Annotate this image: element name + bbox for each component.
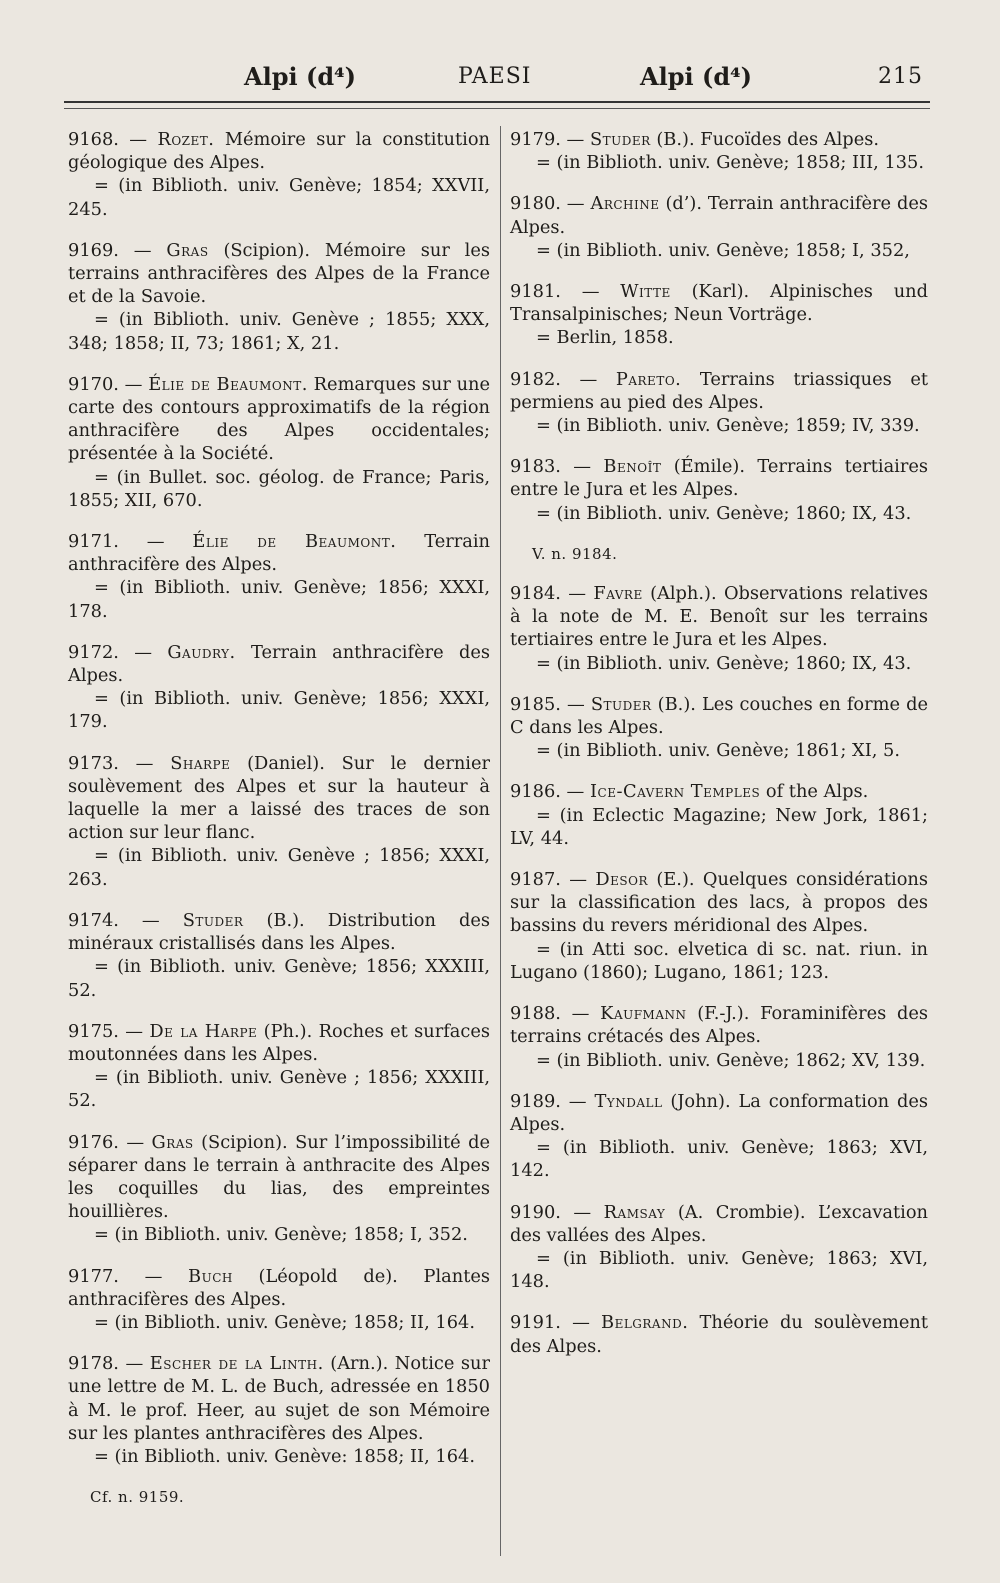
entry-number: 9174. xyxy=(68,909,119,931)
entry-separator: — xyxy=(118,641,168,663)
entry-text xyxy=(68,530,490,576)
entry-text xyxy=(510,693,928,739)
entry-title: (Scipion). Mémoire sur les terrains anthracifères des Alpes de la France et de la Savoie. xyxy=(68,239,491,308)
entry-author: Studer xyxy=(590,129,651,150)
bibliography-entry xyxy=(510,128,928,174)
entry-separator: — xyxy=(560,1003,601,1025)
entry-source: = (in Biblioth. univ. Genève; 1862; XV, 139. xyxy=(536,1049,926,1071)
bibliography-entry xyxy=(68,641,490,734)
entry-text xyxy=(68,752,490,845)
entry-separator: — xyxy=(560,193,591,215)
header-right-title: Alpi (d⁴) xyxy=(640,62,752,91)
entry-number: 9173. xyxy=(68,752,119,774)
entry-source: = (in Biblioth. univ. Genève; 1863; XVI, 142. xyxy=(510,1137,928,1182)
entry-text xyxy=(510,868,928,938)
entry-source: = (in Biblioth. univ. Genève; 1861; XI, 5. xyxy=(536,740,900,762)
entry-author: Rozet. xyxy=(157,129,215,150)
entry-author: Pareto. xyxy=(615,368,682,390)
entry-text xyxy=(68,373,490,466)
entry-author: Tyndall xyxy=(594,1090,663,1112)
entry-text xyxy=(68,1131,490,1224)
entry-text xyxy=(510,455,928,501)
entry-text xyxy=(68,1265,490,1311)
entry-number: 9190. xyxy=(510,1201,561,1223)
entry-text xyxy=(510,582,928,652)
entry-separator: — xyxy=(560,129,590,150)
bibliography-entry xyxy=(68,909,490,1002)
entry-text xyxy=(510,280,928,326)
entry-title: (Karl). Alpinisches und Transalpinisches; Neun Vorträge. xyxy=(510,281,928,326)
entry-number: 9168. xyxy=(68,129,119,150)
bibliography-entry xyxy=(68,1352,490,1468)
entry-separator: — xyxy=(560,456,604,478)
entry-number: 9179. xyxy=(510,129,561,150)
entry-number: 9185. xyxy=(510,693,561,715)
header-left-title: Alpi (d⁴) xyxy=(244,62,356,91)
entry-source: = (in Biblioth. univ. Genève; 1858; I, 352. xyxy=(94,1224,468,1246)
entry-author: Escher de la Linth. xyxy=(149,1353,324,1375)
bibliography-entry xyxy=(510,582,928,675)
entry-separator: — xyxy=(560,781,590,803)
entry-number: 9186. xyxy=(510,781,561,803)
entry-number: 9181. xyxy=(510,281,561,303)
entry-author: Belgrand. xyxy=(601,1312,689,1334)
entry-title: (Émile). Terrains tertiaires entre le Jura et les Alpes. xyxy=(510,456,929,501)
entry-text xyxy=(510,1201,928,1247)
entry-author: Gras xyxy=(151,1131,194,1153)
entry-title: (Léopold de). Plantes anthracifères des Alpes. xyxy=(68,1265,490,1310)
entry-title: (Daniel). Sur le dernier soulèvement des Alpes et sur la hauteur à laquelle la mer a laissé des traces de son action sur leur flanc. xyxy=(68,752,490,844)
entry-separator: — xyxy=(560,1312,602,1334)
entry-source: = (in Biblioth. univ. Genève ; 1856; XXXI, 263. xyxy=(68,845,490,890)
entry-text xyxy=(510,780,928,803)
entry-separator: — xyxy=(560,583,594,605)
entry-title: (F.-J.). Foraminifères des terrains crétacés des Alpes. xyxy=(510,1003,928,1048)
entry-number: 9176. xyxy=(68,1131,119,1153)
entry-separator: — xyxy=(560,693,591,715)
entry-source: = (in Biblioth. univ. Genève; 1859; IV, 339. xyxy=(536,415,920,437)
cross-reference: Cf. n. 9159. xyxy=(90,1488,185,1507)
entry-separator: — xyxy=(118,1353,150,1375)
entry-title: (Scipion). Sur l’impossibilité de séparer dans le terrain à anthracite des Alpes les coquilles du lias, des empreintes houillières. xyxy=(68,1131,490,1223)
entry-source: = (in Biblioth. univ. Genève ; 1855; XXX, 348; 1858; II, 73; 1861; X, 21. xyxy=(68,309,490,354)
entry-source: = (in Biblioth. univ. Genève; 1860; IX, 43. xyxy=(536,502,912,524)
entry-author: Desor xyxy=(595,869,649,891)
entry-text xyxy=(68,1020,490,1066)
entry-text xyxy=(68,641,490,687)
bibliography-entry xyxy=(510,1311,928,1357)
entry-separator: — xyxy=(118,531,193,553)
entry-source: = (in Bullet. soc. géolog. de France; Paris, 1855; XII, 670. xyxy=(68,466,490,511)
entry-author: Favre xyxy=(593,583,643,605)
entry-title: Remarques sur une carte des contours approximatifs de la région anthracifère des Alpes occidentales; présentée à la Société. xyxy=(68,373,491,465)
entry-number: 9180. xyxy=(510,193,561,215)
running-header xyxy=(0,58,1000,98)
entry-separator: — xyxy=(560,1201,604,1223)
entry-title: (B.). Les couches en forme de C dans les Alpes. xyxy=(510,693,929,739)
entry-source: = (in Biblioth. univ. Genève; 1860; IX, 43. xyxy=(536,652,912,674)
entry-number: 9178. xyxy=(68,1353,119,1375)
entry-separator: — xyxy=(118,752,171,774)
entry-author: De la Harpe xyxy=(149,1020,258,1042)
entry-title: (A. Crombie). L’excavation des vallées des Alpes. xyxy=(510,1201,928,1246)
cross-reference: V. n. 9184. xyxy=(532,544,618,563)
entry-number: 9183. xyxy=(510,456,561,478)
bibliography-entry xyxy=(510,192,928,262)
entry-text xyxy=(510,368,928,414)
left-column xyxy=(68,128,490,1525)
right-column xyxy=(510,128,928,1376)
entry-number: 9191. xyxy=(510,1312,561,1334)
entry-source: = (in Biblioth. univ. Genève ; 1856; XXXIII, 52. xyxy=(68,1067,490,1112)
bibliography-entry xyxy=(68,128,490,221)
entry-source: = (in Biblioth. univ. Genève; 1856; XXXIII, 52. xyxy=(68,956,490,1001)
entry-number: 9170. xyxy=(68,373,119,395)
entry-title: Terrain anthracifère des Alpes. xyxy=(68,641,490,687)
entry-author: Studer xyxy=(182,909,244,931)
entry-separator: — xyxy=(118,129,158,150)
entry-title: of the Alps. xyxy=(765,781,869,803)
entry-title: (Arn.). Notice sur une lettre de M. L. de Buch, adressée en 1850 à M. le prof. Heer, au sujet de son Mémoire sur les plantes anthracifères des Alpes. xyxy=(68,1353,490,1444)
entry-separator: — xyxy=(560,1090,595,1112)
entry-source: = Berlin, 1858. xyxy=(536,327,674,349)
entry-source: = (in Biblioth. univ. Genève; 1854; XXVII, 245. xyxy=(68,175,490,220)
entry-number: 9177. xyxy=(68,1265,119,1287)
entry-separator: — xyxy=(118,1131,152,1153)
entry-title: (E.). Quelques considérations sur la classification des lacs, à propos des bassins du revers méridional des Alpes. xyxy=(510,869,929,937)
bibliography-entry xyxy=(68,1131,490,1247)
bibliography-entry xyxy=(510,780,928,850)
entry-author: Sharpe xyxy=(170,752,231,774)
page-number: 215 xyxy=(878,64,923,89)
entry-source: = (in Biblioth. univ. Genève; 1858; III, 135. xyxy=(536,152,925,174)
bibliography-entry xyxy=(68,373,490,512)
entry-number: 9184. xyxy=(510,583,561,605)
entry-source: = (in Biblioth. univ. Genève; 1856; XXXI, 178. xyxy=(68,577,490,622)
entry-number: 9189. xyxy=(510,1090,561,1112)
entry-title: (B.). Distribution des minéraux cristallisés dans les Alpes. xyxy=(68,909,490,955)
entry-text xyxy=(68,128,490,174)
entry-title: (B.). Fucoïdes des Alpes. xyxy=(656,129,879,150)
entry-source: = (in Biblioth. univ. Genève; 1858; II, 164. xyxy=(94,1311,475,1333)
bibliography-entry xyxy=(510,368,928,438)
entry-title: (Ph.). Roches et surfaces moutonnées dans les Alpes. xyxy=(68,1020,490,1065)
bibliography-entry xyxy=(68,1020,490,1113)
bibliography-entry xyxy=(510,455,928,525)
bibliography-entry xyxy=(68,530,490,623)
entry-author: Élie de Beaumont. xyxy=(192,531,397,553)
entry-number: 9188. xyxy=(510,1003,561,1025)
bibliography-entry xyxy=(68,239,490,355)
entry-text xyxy=(510,128,928,151)
entry-author: Gras xyxy=(166,239,209,261)
bibliography-entry xyxy=(510,280,928,350)
entry-source: = (in Biblioth. univ. Genève; 1858; I, 352, xyxy=(536,239,910,261)
entry-separator: — xyxy=(560,869,596,891)
column-divider xyxy=(500,126,501,1556)
bibliography-entry xyxy=(510,1090,928,1183)
entry-author: Benoît xyxy=(603,456,662,478)
entry-separator: — xyxy=(118,239,167,261)
entry-author: Kaufmann xyxy=(600,1003,687,1025)
entry-text xyxy=(510,1090,928,1136)
entry-text xyxy=(68,1352,490,1445)
entry-number: 9169. xyxy=(68,239,119,261)
entry-text xyxy=(510,192,928,238)
entry-number: 9172. xyxy=(68,641,119,663)
entry-text xyxy=(510,1311,928,1357)
entry-text xyxy=(510,1002,928,1048)
entry-separator: — xyxy=(118,1265,189,1287)
bibliography-entry xyxy=(510,868,928,984)
entry-separator: — xyxy=(560,368,616,390)
header-section: PAESI xyxy=(458,64,532,89)
entry-number: 9182. xyxy=(510,368,561,390)
bibliography-entry xyxy=(68,752,490,891)
entry-author: Ramsay xyxy=(603,1201,666,1223)
entry-title: (d’). Terrain anthracifère des Alpes. xyxy=(510,193,928,238)
bibliography-entry xyxy=(510,1002,928,1072)
header-rule xyxy=(64,101,930,103)
entry-author: Élie de Beaumont. xyxy=(148,373,308,395)
entry-source: = (in Eclectic Magazine; New Jork, 1861; LV, 44. xyxy=(510,804,928,849)
entry-author: Gaudry. xyxy=(167,641,236,663)
entry-title: (John). La conformation des Alpes. xyxy=(510,1090,928,1135)
entry-author: Archine xyxy=(590,193,660,215)
bibliography-entry xyxy=(510,693,928,763)
bibliography-entry xyxy=(510,1201,928,1294)
entry-title: Terrain anthracifère des Alpes. xyxy=(68,531,490,576)
entry-author: Studer xyxy=(590,693,652,715)
entry-title: Terrains triassiques et permiens au pied des Alpes. xyxy=(510,368,929,413)
entry-source: = (in Biblioth. univ. Genève; 1863; XVI, 148. xyxy=(510,1247,928,1293)
header-rule-thin xyxy=(64,108,930,109)
entry-text xyxy=(68,909,490,955)
entry-source: = (in Atti soc. elvetica di sc. nat. riun. in Lugano (1860); Lugano, 1861; 123. xyxy=(510,938,928,983)
entry-title: (Alph.). Observations relatives à la note de M. E. Benoît sur les terrains tertiaires entre le Jura et les Alpes. xyxy=(510,583,928,651)
entry-separator: — xyxy=(560,281,621,303)
entry-title: Mémoire sur la constitution géologique des Alpes. xyxy=(68,129,490,174)
entry-author: Witte xyxy=(620,281,671,303)
bibliography-entry xyxy=(68,1265,490,1335)
entry-text xyxy=(68,239,490,309)
entry-number: 9175. xyxy=(68,1020,119,1042)
entry-number: 9171. xyxy=(68,531,119,553)
entry-source: = (in Biblioth. univ. Genève: 1858; II, 164. xyxy=(94,1445,475,1467)
entry-separator: — xyxy=(118,373,149,395)
entry-author: Ice-Cavern Temples xyxy=(590,781,761,803)
entry-source: = (in Biblioth. univ. Genève; 1856; XXXI, 179. xyxy=(68,688,490,733)
entry-separator: — xyxy=(118,909,183,931)
entry-separator: — xyxy=(118,1020,150,1042)
entry-number: 9187. xyxy=(510,869,561,891)
entry-author: Buch xyxy=(188,1265,233,1287)
entry-title: Théorie du soulèvement des Alpes. xyxy=(510,1312,928,1357)
